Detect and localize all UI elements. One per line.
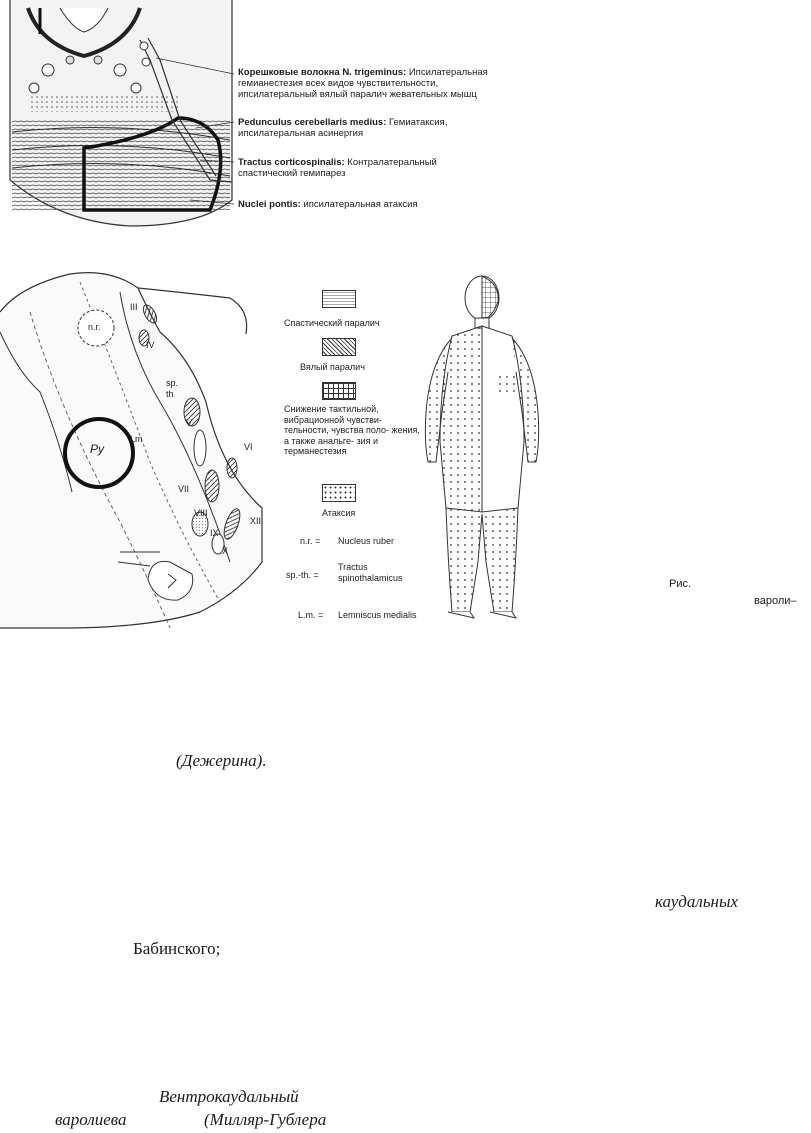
legend-flaccid-label: Вялый паралич [300,362,365,372]
abbr-lm-full: Lemniscus medialis [338,610,417,620]
label-corticospinalis-text2: спастический гемипарез [238,168,346,179]
fragment-varolieva: варолиева [55,1110,127,1129]
legend-spastic-label: Спастический паралич [284,318,380,328]
legend-swatch-sensory [322,382,356,400]
fragment-ventrocaudal: Вентрокаудальный [159,1087,299,1106]
legend-sensory-label: Снижение тактильной, вибрационной чувстви- тельности, чувства поло- жения, а также анальге- зия и терманестезия [284,404,420,456]
label-pedunculus-term: Pedunculus cerebellaris medius: [238,117,387,128]
label-nuclei-pontis [238,199,418,210]
label-nucleus-ruber: n.r. [88,322,101,332]
label-spth-1: sp. [166,378,179,388]
pons-cross-section-drawing [0,0,560,228]
fragment-ris: Рис. [669,578,692,590]
label-spth-2: th [166,389,174,399]
label-corticospinalis-term: Tractus corticospinalis: [238,157,345,168]
human-body-figure [425,276,538,618]
label-nerve-ix: IX [210,528,219,538]
fragment-varoli: вароли– [754,595,797,607]
legend-swatch-flaccid [322,338,356,356]
label-trigeminus [238,67,488,100]
fragment-caudal: каудальных [655,892,739,911]
label-corticospinalis [238,157,437,179]
label-pedunculus-text2: ипсилатеральная асинергия [238,128,364,139]
label-lemniscus: Lm [130,434,143,444]
label-pedunculus [238,117,447,139]
legend-swatch-spastic [322,290,356,308]
label-trigeminus-term: Корешковые волокна N. trigeminus: [238,67,407,78]
brainstem-body-drawing [0,262,560,632]
legend-swatch-ataxia [322,484,356,502]
label-nerve-vii: VII [178,484,190,494]
fragment-millard-gubler: (Милляр-Гублера [204,1110,327,1129]
abbr-nr: n.r. = [300,536,321,546]
label-nerve-x: X [222,546,229,556]
abbr-lm: L.m. = [298,610,324,620]
label-nuclei-pontis-text: ипсилатеральная атаксия [300,199,418,210]
label-pyramid: Py [90,442,105,456]
label-pedunculus-text: Гемиатаксия, [386,117,448,128]
abbr-nr-full: Nucleus ruber [338,536,395,546]
fragment-dejerine: (Дежерина). [176,751,267,770]
label-trigeminus-text2: гемианестезия всех видов чувствительности, [238,78,439,89]
abbr-spth: sp.-th. = [286,570,319,580]
label-nuclei-pontis-term: Nuclei pontis: [238,199,301,210]
label-corticospinalis-text: Контралатеральный [344,157,437,168]
label-nerve-viii: VIII [194,508,208,518]
label-nerve-vi: VI [244,442,253,452]
legend-ataxia-label: Атаксия [322,508,356,518]
label-nerve-iii: III [130,302,138,312]
label-trigeminus-text: Ипсилатеральная [406,67,488,78]
label-nerve-xii: XII [250,516,262,526]
fragment-babinski: Бабинского; [133,939,221,958]
figure-pons-cross-section [0,0,560,228]
figure-brainstem-syndrome [0,262,560,632]
label-trigeminus-text3: ипсилатеральный вялый паралич жевательных мышц [238,89,477,100]
label-nerve-v: V [186,418,193,428]
abbr-spth-full: Tractus spinothalamicus [338,562,403,583]
label-nerve-iv: IV [146,340,155,350]
